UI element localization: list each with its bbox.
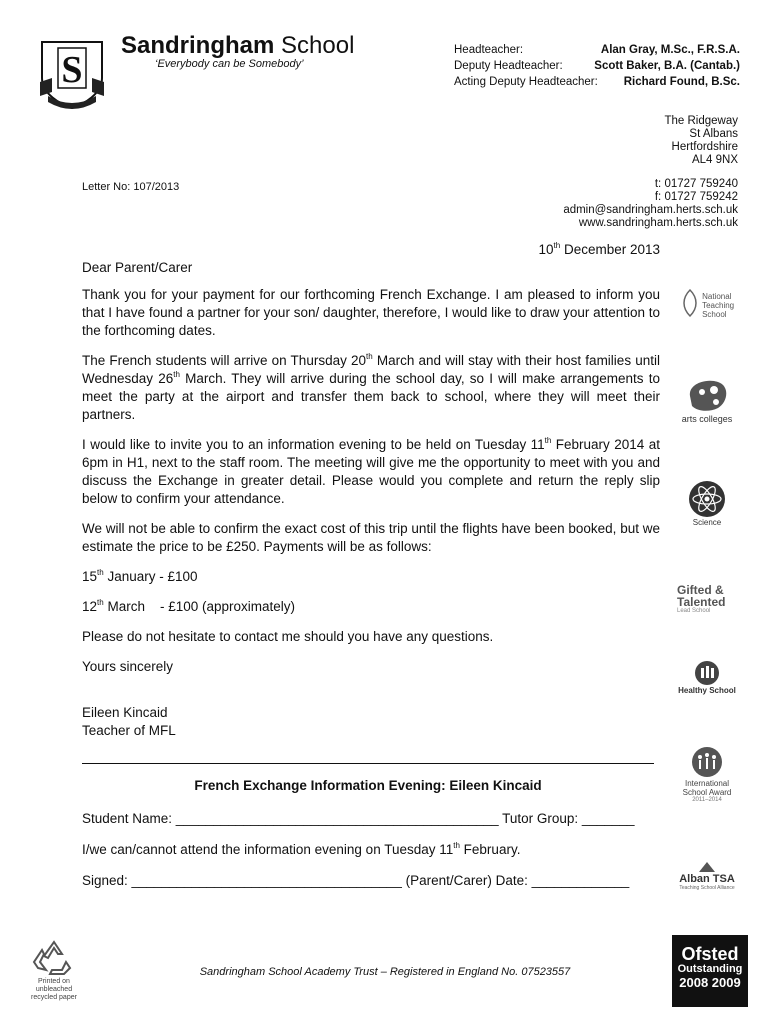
paragraph-4: We will not be able to confirm the exact cost of this trip until the flights have been booked, but we estimate the price to be £250. Payments will be as follows:	[82, 521, 660, 554]
payment-2: 12th March - £100 (approximately)	[82, 597, 296, 614]
school-contact	[563, 178, 738, 230]
ofsted-outstanding-badge: Ofsted Outstanding 2008 2009	[672, 935, 748, 1007]
signature-line[interactable]: Signed: ____________________________________ (Parent/Carer) Date: _____________	[82, 873, 630, 888]
signer-name: Eileen Kincaid	[82, 705, 168, 720]
paragraph-3: I would like to invite you to an information evening to be held on Tuesday 11th February 2014 at 6pm in H1, next to the staff room. The meeting will give me the opportunity to meet with you and discuss the Exchange in greater detail. Please would you complete and return the reply slip below to confirm your attendance.	[82, 435, 660, 506]
paragraph-1: Thank you for your payment for our forthcoming French Exchange. I am pleased to inform you that I have found a partner for your son/ daughter, therefore, I would like to draw your attention to the forthcoming dates.	[82, 287, 660, 338]
attendance-line[interactable]: I/we can/cannot attend the information evening on Tuesday 11th February.	[82, 840, 521, 857]
alban-tsa-logo: Alban TSA Teaching School Alliance	[672, 862, 742, 891]
science-logo: Science	[672, 480, 742, 527]
healthy-school-logo: Healthy School	[672, 660, 742, 695]
svg-text:S: S	[61, 49, 83, 91]
atom-icon	[687, 480, 727, 518]
staff-acting-deputy: Acting Deputy Headteacher: Richard Found, B.Sc.	[454, 76, 740, 88]
letter-date: 10th December 2013	[538, 240, 660, 257]
signer-title: Teacher of MFL	[82, 723, 176, 738]
healthy-figures-icon	[692, 660, 722, 686]
paragraph-5: Please do not hesitate to contact me should you have any questions.	[82, 629, 494, 644]
globe-figures-icon	[689, 745, 725, 779]
letter-body	[82, 259, 660, 740]
telephone: t: 01727 759240	[654, 178, 738, 190]
staff-list	[454, 42, 740, 90]
closing: Yours sincerely	[82, 659, 174, 674]
student-name-line[interactable]: Student Name: ___________________________________________ Tutor Group: _______	[82, 811, 635, 826]
school-crest	[38, 38, 106, 110]
recycled-paper-logo: Printed on unbleached recycled paper	[24, 938, 84, 1002]
national-teaching-school-logo: National Teaching School	[672, 288, 742, 319]
tear-off-divider	[82, 763, 654, 764]
paragraph-2: The French students will arrive on Thursday 20th March and will stay with their host families until Wednesday 26th March. They will arrive during the school day, so I will make arrangements to meet the party at the airport and transfer them back to school, where they will meet their partners.	[82, 351, 660, 422]
school-motto: ‘Everybody can be Somebody’	[155, 58, 304, 70]
school-address: The Ridgeway St Albans Hertfordshire AL4 9NX	[664, 115, 738, 166]
school-name: Sandringham School	[121, 32, 355, 59]
reply-slip-title: French Exchange Information Evening: Eileen Kincaid	[194, 778, 542, 793]
arts-colleges-logo: arts colleges	[672, 378, 742, 424]
staff-deputy: Deputy Headteacher: Scott Baker, B.A. (Cantab.)	[454, 60, 740, 72]
recycle-icon	[30, 938, 78, 978]
staff-headteacher: Headteacher: Alan Gray, M.Sc., F.R.S.A.	[454, 44, 740, 56]
letter-number: Letter No: 107/2013	[82, 181, 180, 193]
email-link[interactable]: admin@sandringham.herts.sch.uk	[563, 204, 738, 216]
payment-1: 15th January - £100	[82, 567, 198, 584]
website-link[interactable]: www.sandringham.herts.sch.uk	[578, 217, 738, 229]
fax: f: 01727 759242	[654, 191, 738, 203]
international-school-award-logo: International School Award 2011–2014	[672, 745, 742, 804]
crest-shield-icon	[38, 38, 106, 110]
palette-icon	[684, 378, 730, 414]
signature-block	[82, 704, 660, 740]
footer-registration: Sandringham School Academy Trust – Registered in England No. 07523557	[199, 966, 571, 978]
salutation: Dear Parent/Carer	[82, 260, 193, 275]
nts-leaf-icon	[680, 288, 700, 318]
gifted-talented-logo: Gifted & Talented Lead School	[677, 583, 726, 614]
